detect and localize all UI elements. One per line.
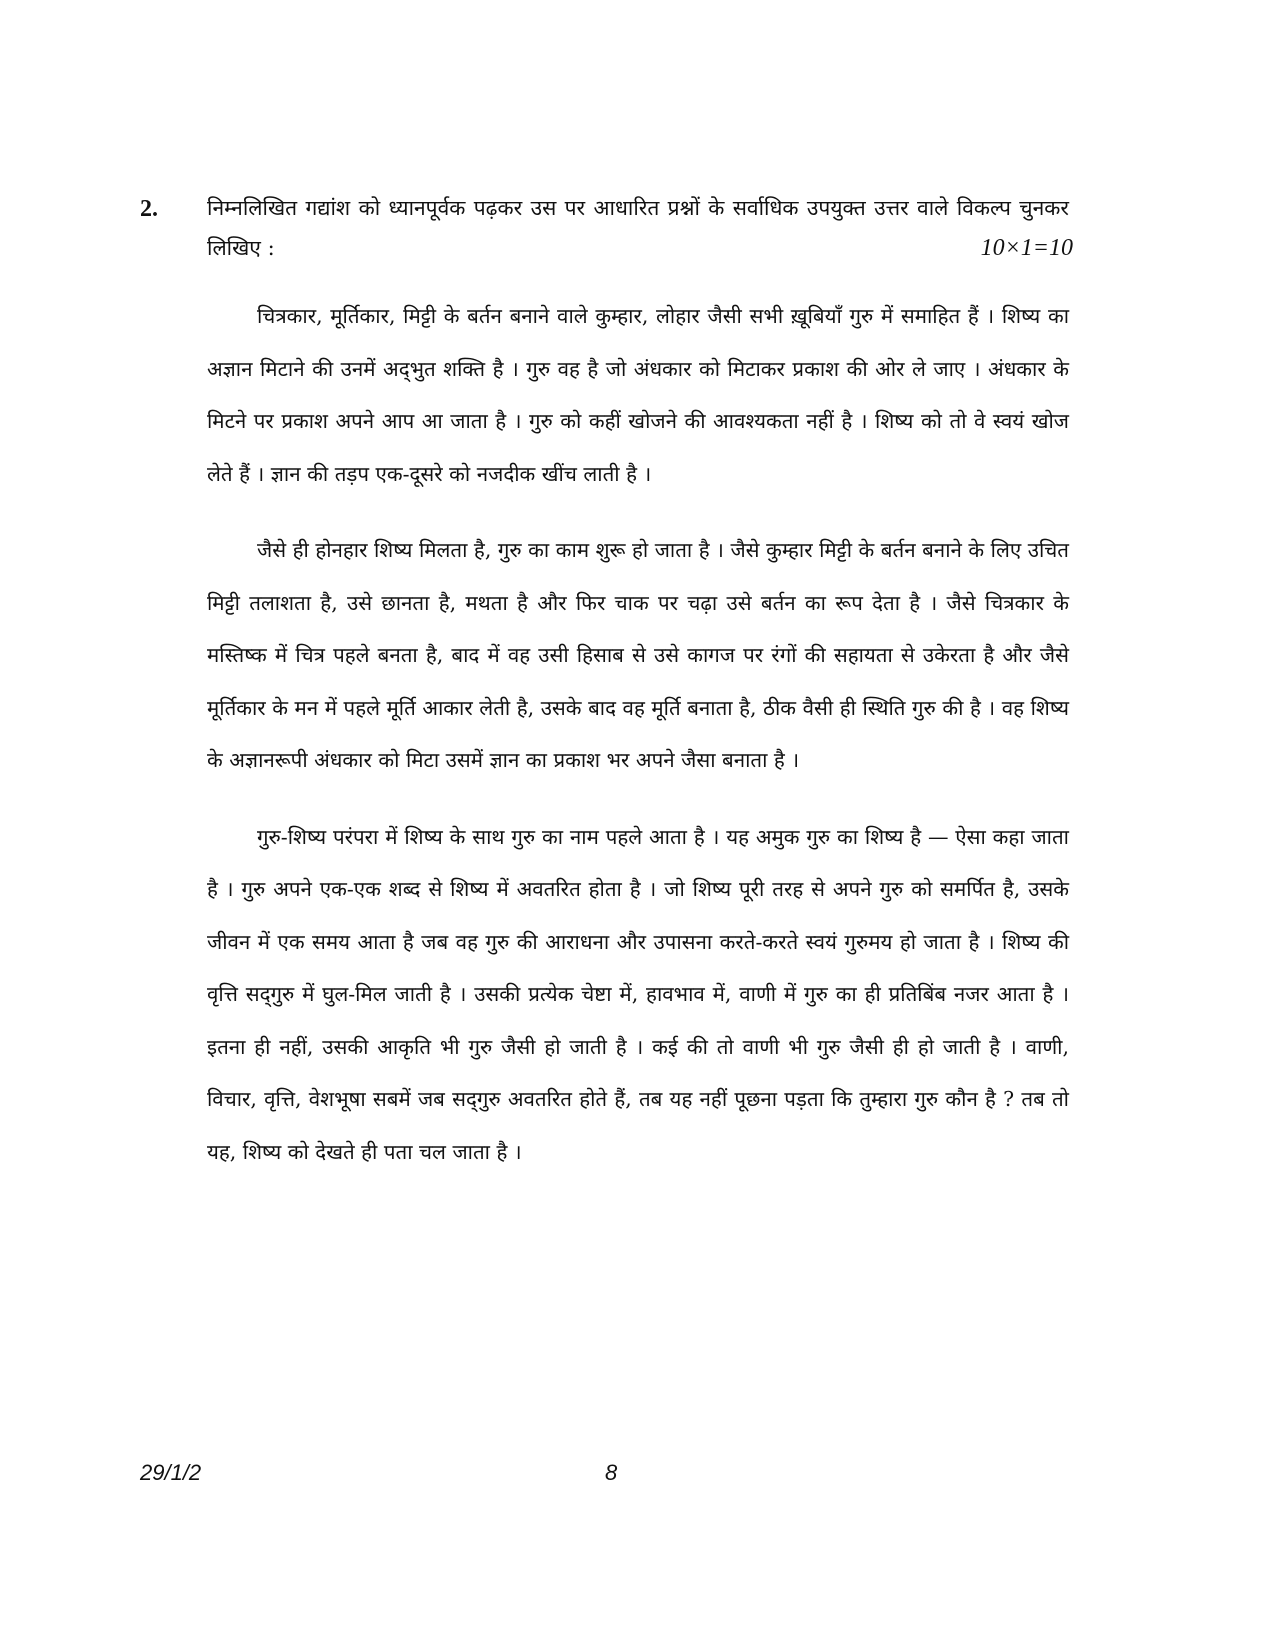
question-instruction: निम्नलिखित गद्यांश को ध्यानपूर्वक पढ़कर उस पर आधारित प्रश्नों के सर्वाधिक उपयुक्त उत्तर वाले विकल्प चुनकर लिखिए :: [207, 196, 1069, 260]
question-number: 2.: [140, 196, 158, 222]
passage-paragraph-1: चित्रकार, मूर्तिकार, मिट्टी के बर्तन बनाने वाले कुम्हार, लोहार जैसी सभी ख़ूबियाँ गुरु में समाहित हैं । शिष्य का अज्ञान मिटाने की उनमें अद्‌भुत शक्ति है । गुरु वह है जो अंधकार को मिटाकर प्रकाश की ओर ले जाए । अंधकार के मिटने पर प्रकाश अपने आप आ जाता है । गुरु को कहीं खोजने की आवश्यकता नहीं है । शिष्य को तो वे स्वयं खोज लेते हैं । ज्ञान की तड़प एक-दूसरे को नजदीक खींच लाती है ।: [207, 304, 1069, 486]
page-number: 8: [605, 1460, 618, 1485]
question-marks: 10×1=10: [980, 235, 1073, 261]
passage-paragraph-3: गुरु-शिष्य परंपरा में शिष्य के साथ गुरु का नाम पहले आता है । यह अमुक गुरु का शिष्य है — ऐसा कहा जाता है । गुरु अपने एक-एक शब्द से शिष्य में अवतरित होता है । जो शिष्य पूरी तरह से अपने गुरु को समर्पित है, उसके जीवन में एक समय आता है जब वह गुरु की आराधना और उपासना करते-करते स्वयं गुरुमय हो जाता है । शिष्य की वृत्ति सद्‌गुरु में घुल-मिल जाती है । उसकी प्रत्येक चेष्टा में, हावभाव में, वाणी में गुरु का ही प्रतिबिंब नजर आता है । इतना ही नहीं, उसकी आकृति भी गुरु जैसी हो जाती है । कई की तो वाणी भी गुरु जैसी ही हो जाती है । वाणी, विचार, वृत्ति, वेशभूषा सबमें जब सद्‌गुरु अवतरित होते हैं, तब यह नहीं पूछना पड़ता कि तुम्हारा गुरु कौन है ? तब तो यह, शिष्य को देखते ही पता चल जाता है ।: [207, 824, 1069, 1164]
passage: [207, 290, 1069, 1202]
passage-paragraph-2: जैसे ही होनहार शिष्य मिलता है, गुरु का काम शुरू हो जाता है । जैसे कुम्हार मिट्टी के बर्तन बनाने के लिए उचित मिट्टी तलाशता है, उसे छानता है, मथता है और फिर चाक पर चढ़ा उसे बर्तन का रूप देता है । जैसे चित्रकार के मस्तिष्क में चित्र पहले बनता है, बाद में वह उसी हिसाब से उसे कागज पर रंगों की सहायता से उकेरता है और जैसे मूर्तिकार के मन में पहले मूर्ति आकार लेती है, उसके बाद वह मूर्ति बनाता है, ठीक वैसी ही स्थिति गुरु की है । वह शिष्य के अज्ञानरूपी अंधकार को मिटा उसमें ज्ञान का प्रकाश भर अपने जैसा बनाता है ।: [207, 538, 1069, 772]
paper-code: 29/1/2: [140, 1460, 202, 1485]
